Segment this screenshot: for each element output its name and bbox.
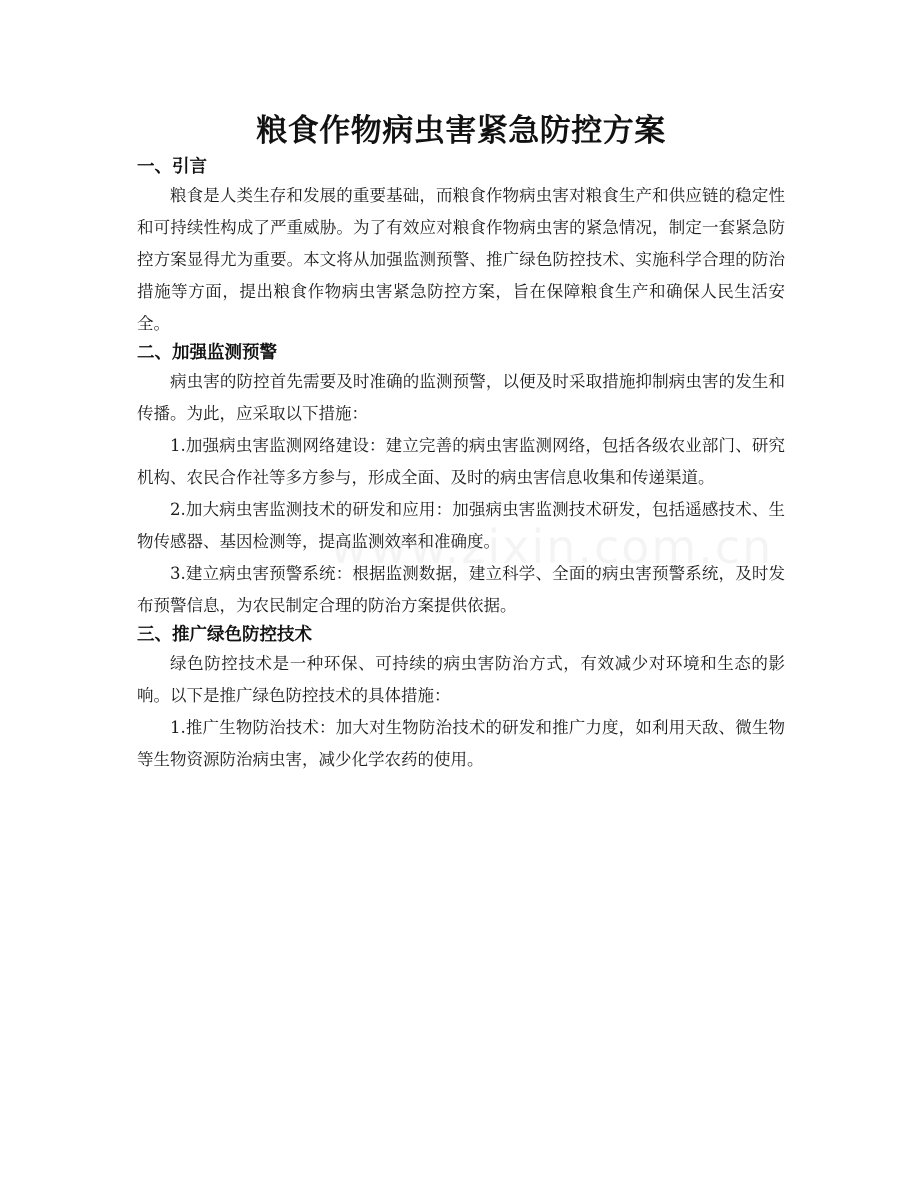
monitoring-item-3: 3.建立病虫害预警系统：根据监测数据，建立科学、全面的病虫害预警系统，及时发布预警信息，为农民制定合理的防治方案提供依据。 [137, 564, 785, 615]
document-body [137, 108, 785, 776]
monitoring-item-2: 2.加大病虫害监测技术的研发和应用：加强病虫害监测技术研发，包括遥感技术、生物传感器、基因检测等，提高监测效率和准确度。 [137, 500, 785, 551]
monitoring-intro-paragraph: 病虫害的防控首先需要及时准确的监测预警，以便及时采取措施抑制病虫害的发生和传播。为此，应采取以下措施： [137, 372, 785, 423]
introduction-paragraph: 粮食是人类生存和发展的重要基础，而粮食作物病虫害对粮食生产和供应链的稳定性和可持续性构成了严重威胁。为了有效应对粮食作物病虫害的紧急情况，制定一套紧急防控方案显得尤为重要。本文将从加强监测预警、推广绿色防控技术、实施科学合理的防治措施等方面，提出粮食作物病虫害紧急防控方案，旨在保障粮食生产和确保人民生活安全。 [137, 186, 785, 333]
document-title: 粮食作物病虫害紧急防控方案 [256, 113, 666, 149]
section-heading-monitoring: 二、加强监测预警 [137, 343, 277, 363]
section-heading-green-control: 三、推广绿色防控技术 [137, 625, 312, 645]
monitoring-item-1: 1.加强病虫害监测网络建设：建立完善的病虫害监测网络，包括各级农业部门、研究机构、农民合作社等多方参与，形成全面、及时的病虫害信息收集和传递渠道。 [137, 436, 785, 487]
section-heading-introduction: 一、引言 [137, 157, 207, 177]
green-control-intro-paragraph: 绿色防控技术是一种环保、可持续的病虫害防治方式，有效减少对环境和生态的影响。以下是推广绿色防控技术的具体措施： [137, 654, 785, 705]
green-control-item-1: 1.推广生物防治技术：加大对生物防治技术的研发和推广力度，如利用天敌、微生物等生物资源防治病虫害，减少化学农药的使用。 [137, 718, 785, 769]
